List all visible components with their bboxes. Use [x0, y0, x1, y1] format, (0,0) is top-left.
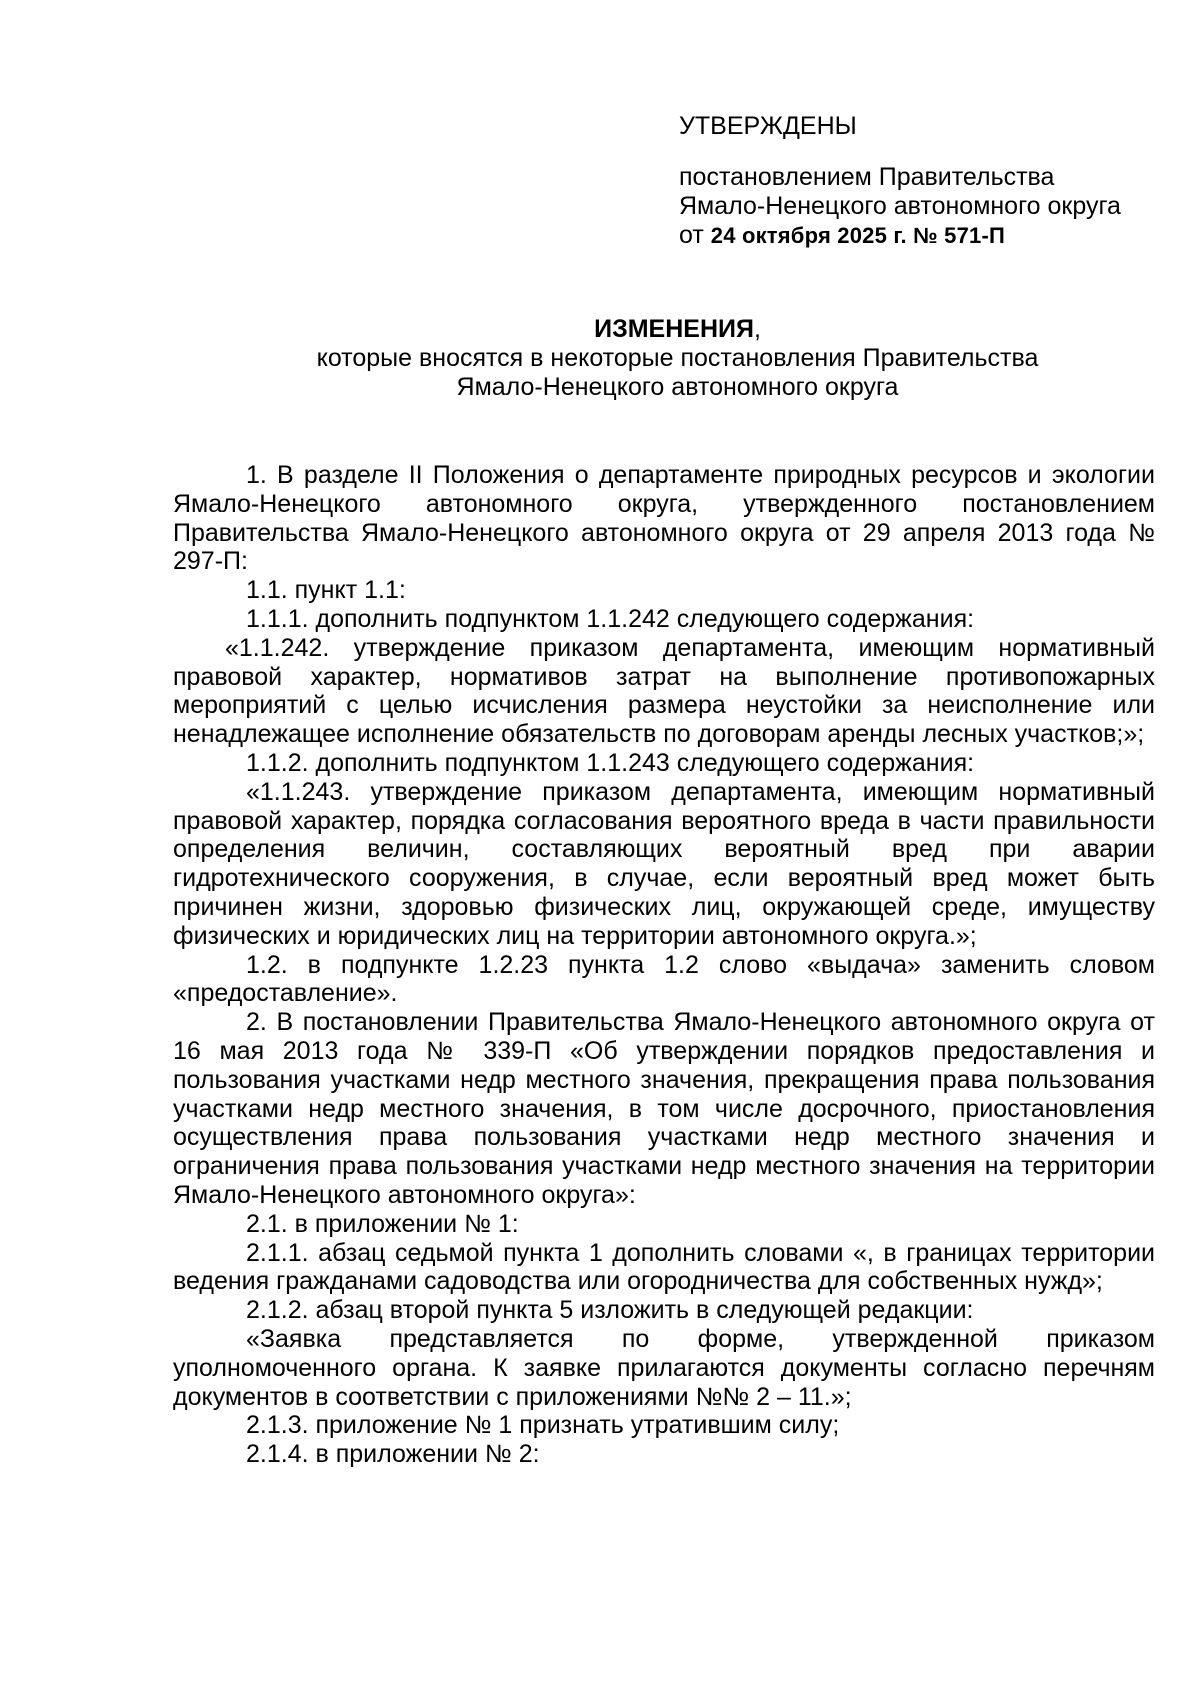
- heading-title-suffix: ,: [753, 315, 761, 343]
- approval-stamp: [679, 112, 1159, 250]
- document-heading: [100, 315, 1200, 402]
- paragraph-2-1: 2.1. в приложении № 1:: [246, 1209, 519, 1238]
- paragraph-2-1-4: 2.1.4. в приложении № 2:: [246, 1440, 540, 1469]
- approval-date-line: [679, 221, 1159, 250]
- paragraph-quote-application: «Заявка представляется по форме, утвержденной приказом уполномоченного органа. К заявке прилагаются документы согласно перечням документов в соответствии с приложениями №№ 2 – 11.»;: [173, 1324, 1155, 1411]
- paragraph-2-1-3: 2.1.3. приложение № 1 признать утратившим силу;: [246, 1411, 840, 1440]
- heading-subtitle-line-2: Ямало-Ненецкого автономного округа: [456, 373, 899, 401]
- approval-date-prefix: от: [679, 221, 711, 249]
- paragraph-quote-1-1-243: «1.1.243. утверждение приказом департамента, имеющим нормативный правовой характер, порядка согласования вероятного вреда в части правильности определения величин, составляющих вероятный вред при аварии гидротехнического сооружения, в случае, если вероятный вред может быть причинен жизни, здоровью физических лиц, окружающей среде, имуществу физических и юридических лиц на территории автономного округа.»;: [173, 777, 1155, 950]
- paragraph-2-1-1: 2.1.1. абзац седьмой пункта 1 дополнить словами «, в границах территории ведения гражданами садоводства или огородничества для собственных нужд»;: [173, 1238, 1155, 1296]
- paragraph-quote-1-1-242: «1.1.242. утверждение приказом департамента, имеющим нормативный правовой характер, нормативов затрат на выполнение противопожарных мероприятий с целью исчисления размера неустойки за неисполнение или ненадлежащее исполнение обязательств по договорам аренды лесных участков;»;: [173, 633, 1155, 749]
- heading-title-line: [100, 315, 1200, 344]
- approval-line-resolution: постановлением Правительства: [679, 163, 1055, 191]
- paragraph-1-1-2: 1.1.2. дополнить подпунктом 1.1.243 следующего содержания:: [246, 748, 975, 777]
- document-body: [173, 461, 1155, 1469]
- heading-subtitle-line-1: которые вносятся в некоторые постановления Правительства: [316, 344, 1039, 372]
- paragraph-2: 2. В постановлении Правительства Ямало-Ненецкого автономного округа от 16 мая 2013 года № 339-П «Об утверждении порядков предоставления и пользования участками недр местного значения, прекращения права пользования участками недр местного значения, в том числе досрочного, приостановления осуществления права пользования участками недр местного значения и ограничения права пользования участками недр местного значения на территории Ямало-Ненецкого автономного округа»:: [173, 1008, 1155, 1209]
- paragraph-1-1: 1.1. пункт 1.1:: [246, 576, 406, 605]
- approval-date-number: 24 октября 2025 г. № 571-П: [710, 223, 1006, 248]
- paragraph-2-1-2: 2.1.2. абзац второй пункта 5 изложить в следующей редакции:: [246, 1296, 974, 1325]
- paragraph-1: 1. В разделе II Положения о департаменте природных ресурсов и экологии Ямало-Ненецкого автономного округа, утвержденного постановлением Правительства Ямало-Ненецкого автономного округа от 29 апреля 2013 года № 297-П:: [173, 461, 1155, 576]
- heading-title: ИЗМЕНЕНИЯ: [594, 315, 754, 343]
- approved-title: УТВЕРЖДЕНЫ: [679, 112, 857, 140]
- approval-line-region: Ямало-Ненецкого автономного округа: [679, 192, 1121, 220]
- paragraph-1-1-1: 1.1.1. дополнить подпунктом 1.1.242 следующего содержания:: [246, 604, 975, 633]
- paragraph-1-2: 1.2. в подпункте 1.2.23 пункта 1.2 слово «выдача» заменить словом «предоставление».: [173, 950, 1155, 1008]
